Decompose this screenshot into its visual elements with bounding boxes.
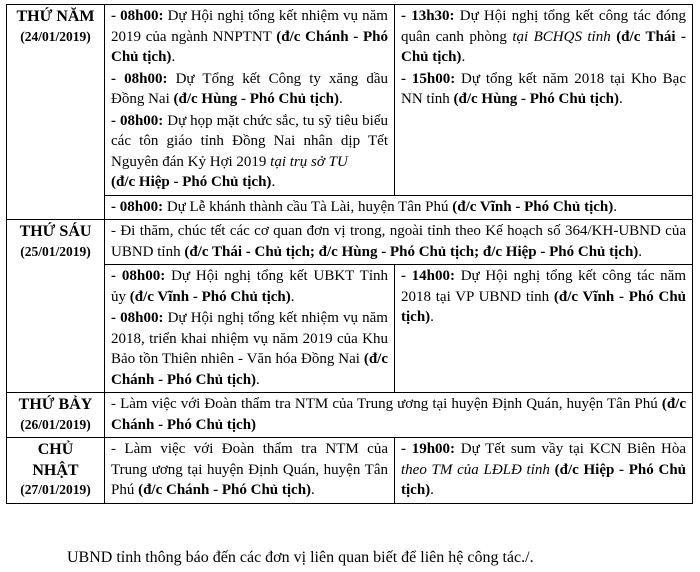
friday-morning-cell [105,265,395,393]
event-item [111,69,388,110]
day-cell-friday [7,220,105,393]
event-attendee: (đ/c Hùng - Phó Chủ tịch) [453,91,619,107]
event-item [111,439,388,501]
event-attendee: (đ/c Chánh - Phó Chủ tịch) [138,482,312,498]
day-name: CHỦ [37,441,74,458]
event-tail: . [618,91,623,107]
event-time: - 19h00: [401,441,456,457]
event-time: - 13h30: [401,8,455,24]
day-date: (26/01/2019) [20,417,91,432]
event-tail: . [311,482,315,498]
day-date: (24/01/2019) [20,29,91,44]
event-item [111,221,686,262]
event-attendee: (đ/c Chánh - Phó Chủ tịch) [111,396,686,433]
event-time: - 14h00: [401,268,456,284]
event-attendee: (đ/c Hiệp - Phó Chủ tịch) [401,461,686,498]
sunday-evening-cell [395,438,693,504]
event-tail: . [430,309,434,325]
event-attendee: (đ/c Vĩnh - Phó Chủ tịch) [452,198,614,215]
schedule-table [6,4,693,504]
event-text: Dự Hội nghị tổng kết UBKT Tỉnh ủy [111,268,388,305]
event-text: Dự họp mặt chức sắc, tu sỹ tiêu biểu các tôn giáo tỉnh Đồng Nai nhân dịp Tết Nguyên đán Kỷ Hợi 2019 [111,112,388,170]
day-cell-saturday [7,393,105,438]
event-tail: . [461,49,466,65]
friday-afternoon-cell [395,265,693,393]
event-text: Dự Tết sum vầy tại KCN Biên Hòa [455,441,686,457]
event-attendee: (đ/c Vĩnh - Phó Chủ tịch) [401,288,687,325]
event-item [401,69,686,110]
event-tail: . [613,198,618,215]
day-date: (27/01/2019) [20,482,91,497]
event-time: - 08h00: [111,198,164,215]
day-name: THỨ SÁU [19,223,92,240]
friday-row [7,265,693,393]
friday-full-cell [105,220,693,265]
day-cell-sunday [7,438,105,504]
saturday-row [7,393,693,438]
event-tail: . [290,288,295,305]
thursday-row [7,5,693,196]
event-attendee: (đ/c Thái - Chủ tịch; đ/c Hùng - Phó Chủ tịch; đ/c Hiệp - Phó Chủ tịch) [184,243,639,260]
event-item [401,439,686,501]
event-time: - 08h00: [111,112,164,129]
friday-full-row [7,220,693,265]
event-item [111,266,388,307]
event-text: Dự Tổng kết Công ty xăng dầu Đồng Nai [111,70,388,107]
event-attendee: (đ/c Chánh - Phó Chủ tịch) [111,28,388,65]
sunday-row [7,438,693,504]
event-attendee: (đ/c Vĩnh - Phó Chủ tịch) [129,288,291,305]
event-item [111,197,686,218]
event-time: - 08h00: [111,310,164,326]
event-text: - Làm việc với Đoàn thẩm tra NTM của Trung ương tại huyện Định Quán, huyện Tân Phú [111,396,662,412]
event-text: Dự Hội nghị tổng kết nhiệm vụ năm 2018, triển khai nhiệm vụ năm 2019 của Khu Bảo tồn Thiên nhiên - Văn hóa Đồng Nai [111,310,388,367]
event-text: - Làm việc với Đoàn thẩm tra NTM của Trung ương tại huyện Định Quán, huyện Tân Phú [111,441,388,498]
day-name: THỨ BẢY [18,396,93,413]
event-item [111,394,686,435]
event-tail: . [638,243,643,260]
thursday-full-cell [105,195,693,220]
event-attendee: (đ/c Chánh - Phó Chủ tịch) [111,351,388,388]
event-attendee: (đ/c Hùng - Phó Chủ tịch) [173,91,339,107]
event-text: Dự Hội nghị tổng kết công tác năm 2018 tại VP UBND tỉnh [401,268,686,305]
event-tail: . [430,482,434,498]
event-attendee: (đ/c Thái - Chủ tịch) [401,28,686,65]
event-item [111,6,388,68]
day-name: NHẬT [32,462,79,479]
event-time: - 08h00: [111,8,164,24]
event-place: tại BCHQS tỉnh [512,28,611,45]
event-tail: . [171,49,176,65]
day-cell-thursday [7,5,105,220]
sunday-morning-cell [105,438,395,504]
event-attendee: (đ/c Hiệp - Phó Chủ tịch) [111,174,272,190]
event-item [111,308,388,390]
event-text: Dự Hội nghị tổng kết công tác đóng quân canh phòng [401,8,686,45]
event-time: - 15h00: [401,70,456,87]
event-tail: . [338,91,343,107]
event-tail: . [256,371,260,388]
event-time: - 08h00: [111,268,166,284]
event-item [111,111,388,193]
event-item [401,266,686,328]
thursday-morning-cell [105,5,395,196]
day-date: (25/01/2019) [20,244,91,259]
event-tail: . [271,174,276,190]
day-name: THỨ NĂM [16,8,95,25]
thursday-full-row [7,195,693,220]
event-text: Dự Hội nghị tổng kết nhiệm vụ năm 2019 của ngành NNPTNT [111,8,388,45]
saturday-full-cell [105,393,693,438]
event-text: - Đi thăm, chúc tết các cơ quan đơn vị trong, ngoài tỉnh theo Kế hoạch số 364/KH-UBND của UBND tỉnh [111,223,686,260]
event-place: theo TM của LĐLĐ tỉnh [401,461,550,478]
footer-note: UBND tỉnh thông báo đến các đơn vị liên quan biết để liên hệ công tác./. [67,549,534,566]
event-text: Dự tổng kết năm 2018 tại Kho Bạc NN tỉnh [401,70,686,107]
event-text: Dự Lễ khánh thành cầu Tà Lài, huyện Tân Phú [163,198,453,215]
event-place: tại trụ sở TU [270,153,348,170]
event-time: - 08h00: [111,70,168,87]
event-item [401,6,686,68]
thursday-afternoon-cell [395,5,693,196]
